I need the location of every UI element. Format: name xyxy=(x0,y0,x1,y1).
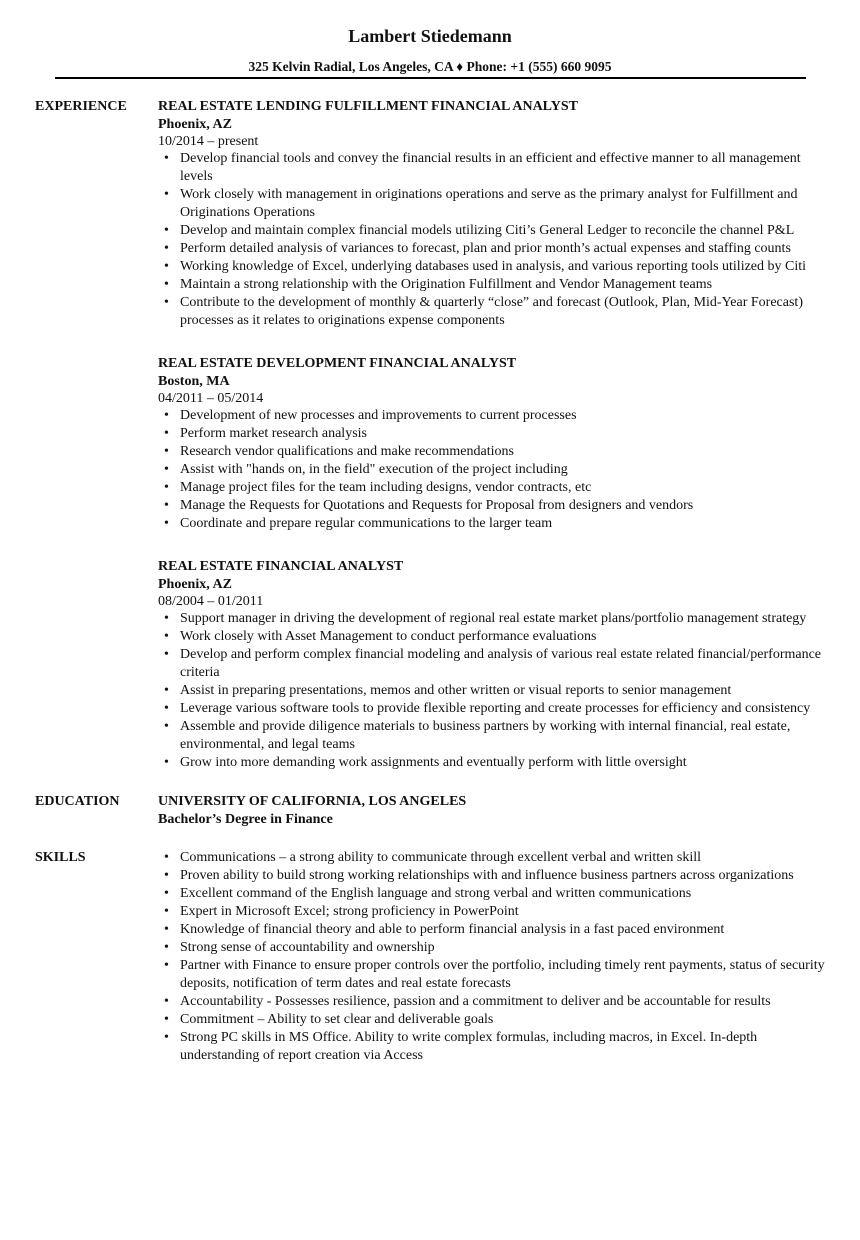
list-item: • Contribute to the development of monthly & quarterly “close” and forecast (Outlook, Plan, Mid-Year Forecast) processes as it relates to originations expense components xyxy=(158,294,825,330)
list-item: • Working knowledge of Excel, underlying databases used in analysis, and various reporting tools utilized by Citi xyxy=(158,258,825,276)
list-item: • Grow into more demanding work assignments and eventually perform with little oversight xyxy=(158,754,825,772)
job-bullets xyxy=(158,610,825,772)
job-entry xyxy=(158,98,825,330)
list-item: • Develop financial tools and convey the financial results in an efficient and effective manner to all management levels xyxy=(158,150,825,186)
job-bullets xyxy=(158,150,825,330)
list-item: • Develop and maintain complex financial models utilizing Citi’s General Ledger to reconcile the channel P&L xyxy=(158,222,825,240)
list-item: • Research vendor qualifications and make recommendations xyxy=(158,443,825,461)
job-entry xyxy=(158,355,825,533)
list-item: • Development of new processes and improvements to current processes xyxy=(158,407,825,425)
skills-section xyxy=(35,849,825,1065)
contact-info: 325 Kelvin Radial, Los Angeles, CA ♦ Phone: +1 (555) 660 9095 xyxy=(248,59,612,74)
section-label: EXPERIENCE xyxy=(35,99,127,114)
job-location: Phoenix, AZ xyxy=(158,117,232,132)
list-item: • Coordinate and prepare regular communications to the larger team xyxy=(158,515,825,533)
job-dates: 10/2014 – present xyxy=(158,134,259,149)
experience-section xyxy=(35,98,825,772)
section-label: EDUCATION xyxy=(35,794,120,809)
list-item: • Manage the Requests for Quotations and Requests for Proposal from designers and vendors xyxy=(158,497,825,515)
job-bullets xyxy=(158,407,825,533)
job-entry xyxy=(158,558,825,772)
list-item: • Assist in preparing presentations, memos and other written or visual reports to senior management xyxy=(158,682,825,700)
list-item: • Proven ability to build strong working relationships with and influence business partners across organizations xyxy=(158,867,825,885)
job-location: Phoenix, AZ xyxy=(158,577,232,592)
skills-list xyxy=(158,849,825,1065)
list-item: • Work closely with management in originations operations and serve as the primary analyst for Fulfillment and Originations Operations xyxy=(158,186,825,222)
header-divider xyxy=(55,77,806,79)
list-item: • Commitment – Ability to set clear and deliverable goals xyxy=(158,1011,825,1029)
list-item: • Develop and perform complex financial modeling and analysis of various real estate related financial/performance criteria xyxy=(158,646,825,682)
list-item: • Communications – a strong ability to communicate through excellent verbal and written skill xyxy=(158,849,825,867)
list-item: • Knowledge of financial theory and able to perform financial analysis in a fast paced environment xyxy=(158,921,825,939)
list-item: • Expert in Microsoft Excel; strong proficiency in PowerPoint xyxy=(158,903,825,921)
job-location: Boston, MA xyxy=(158,374,230,389)
section-label: SKILLS xyxy=(35,850,86,865)
list-item: • Perform market research analysis xyxy=(158,425,825,443)
school-name: UNIVERSITY OF CALIFORNIA, LOS ANGELES xyxy=(158,794,467,809)
list-item: • Work closely with Asset Management to conduct performance evaluations xyxy=(158,628,825,646)
education-section xyxy=(35,793,825,828)
job-title: REAL ESTATE LENDING FULFILLMENT FINANCIAL ANALYST xyxy=(158,99,578,114)
list-item: • Perform detailed analysis of variances to forecast, plan and prior month’s actual expenses and staffing counts xyxy=(158,240,825,258)
job-title: REAL ESTATE FINANCIAL ANALYST xyxy=(158,559,404,574)
list-item: • Excellent command of the English language and strong verbal and written communications xyxy=(158,885,825,903)
list-item: • Leverage various software tools to provide flexible reporting and create processes for efficiency and consistency xyxy=(158,700,825,718)
list-item: • Partner with Finance to ensure proper controls over the portfolio, including timely rent payments, status of security deposits, notification of term dates and real estate forecasts xyxy=(158,957,825,993)
candidate-name: Lambert Stiedemann xyxy=(348,26,512,46)
list-item: • Strong sense of accountability and ownership xyxy=(158,939,825,957)
list-item: • Manage project files for the team including designs, vendor contracts, etc xyxy=(158,479,825,497)
resume-body xyxy=(35,98,825,1089)
list-item: • Assemble and provide diligence materials to business partners by working with internal financial, real estate, environmental, and legal teams xyxy=(158,718,825,754)
list-item: • Support manager in driving the development of regional real estate market plans/portfolio management strategy xyxy=(158,610,825,628)
list-item: • Accountability - Possesses resilience, passion and a commitment to deliver and be accountable for results xyxy=(158,993,825,1011)
list-item: • Maintain a strong relationship with the Origination Fulfillment and Vendor Management teams xyxy=(158,276,825,294)
degree: Bachelor’s Degree in Finance xyxy=(158,812,333,827)
job-dates: 08/2004 – 01/2011 xyxy=(158,594,264,609)
job-list xyxy=(158,98,825,772)
job-dates: 04/2011 – 05/2014 xyxy=(158,391,264,406)
list-item: • Assist with "hands on, in the field" execution of the project including xyxy=(158,461,825,479)
list-item: • Strong PC skills in MS Office. Ability to write complex formulas, including macros, in Excel. In-depth understanding of report creation via Access xyxy=(158,1029,825,1065)
job-title: REAL ESTATE DEVELOPMENT FINANCIAL ANALYST xyxy=(158,356,517,371)
